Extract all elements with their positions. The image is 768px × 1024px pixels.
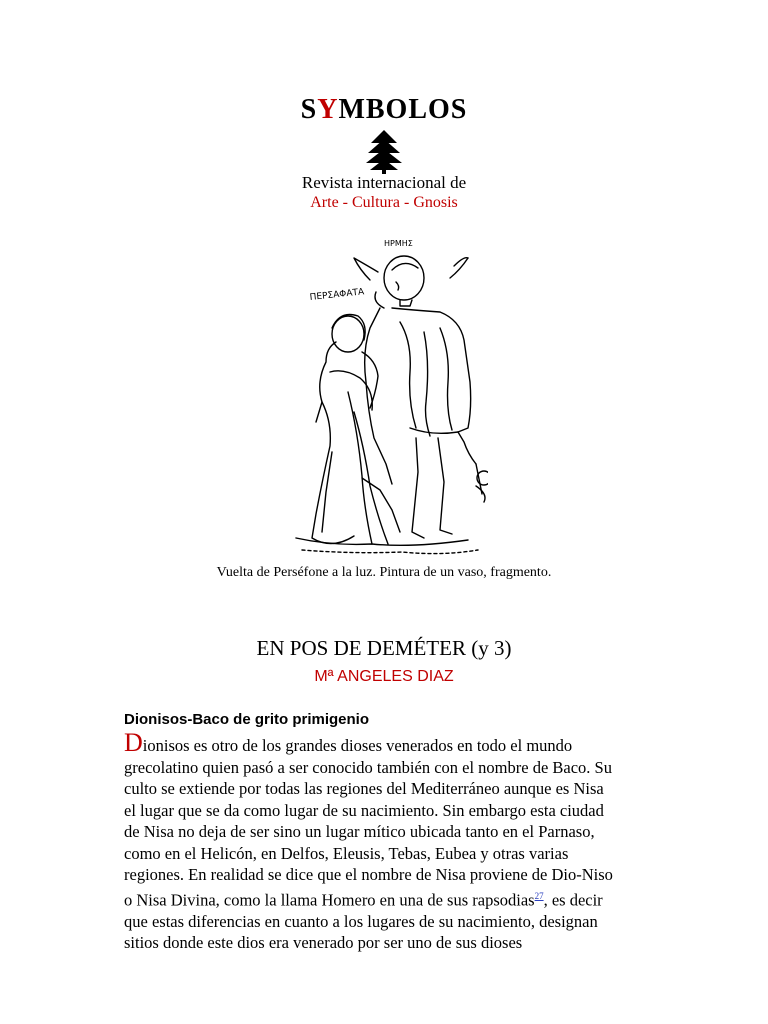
inscription-persephone: ΠΕΡΣΑΦΑΤΑ xyxy=(309,287,365,303)
magazine-title xyxy=(0,90,768,130)
body-line: el lugar que se da como lugar de su nacimiento. Sin embargo esta ciudad xyxy=(124,800,604,820)
body-line-text: o Nisa Divina, como la llama Homero en una de sus rapsodias xyxy=(124,890,535,909)
body-line: culto se extiende por todas las regiones del Mediterráneo aunque es Nisa xyxy=(124,779,604,798)
body-line: grecolatino quien pasó a ser conocido también con el nombre de Baco. Su xyxy=(124,757,612,777)
body-line xyxy=(124,886,634,911)
stacked-pine-tree-icon xyxy=(364,130,404,174)
body-line: que estas diferencias en cuanto a los lugares de su nacimiento, designan xyxy=(124,911,598,931)
vase-painting-illustration xyxy=(292,232,488,564)
body-line-text: ionisos es otro de los grandes dioses venerados en todo el mundo xyxy=(142,736,573,755)
article-body xyxy=(124,728,634,954)
body-line: sitios donde este dios era venerado por ser uno de sus dioses xyxy=(124,933,523,952)
body-line-text: , es decir xyxy=(543,890,603,909)
brand-rest: MBOLOS xyxy=(338,94,468,125)
magazine-subtitle-red: Arte - Cultura - Gnosis xyxy=(310,194,458,211)
section-heading: Dionisos-Baco de grito primigenio xyxy=(124,711,370,728)
footnote-link[interactable]: 27 xyxy=(534,890,544,901)
figure-caption: Vuelta de Perséfone a la luz. Pintura de un vaso, fragmento. xyxy=(216,565,552,580)
magazine-subtitle: Revista internacional de xyxy=(301,173,467,192)
inscription-hermes: ΗΡΜΗΣ xyxy=(384,239,413,248)
body-line: como en el Helicón, en Delfos, Eleusis, Tebas, Eubea y otras varias xyxy=(124,843,569,863)
article-title: EN POS DE DEMÉTER (y 3) xyxy=(256,636,512,660)
body-line: de Nisa no deja de ser sino un lugar mítico ubicada tanto en el Parnaso, xyxy=(124,822,595,841)
brand-letter-s: S xyxy=(300,94,318,125)
brand-letter-y: Y xyxy=(317,94,339,125)
drop-cap: D xyxy=(124,728,143,757)
body-line xyxy=(124,728,634,757)
article-author: Mª ANGELES DIAZ xyxy=(314,668,454,685)
body-line: regiones. En realidad se dice que el nombre de Nisa proviene de Dio-Niso xyxy=(124,865,613,884)
